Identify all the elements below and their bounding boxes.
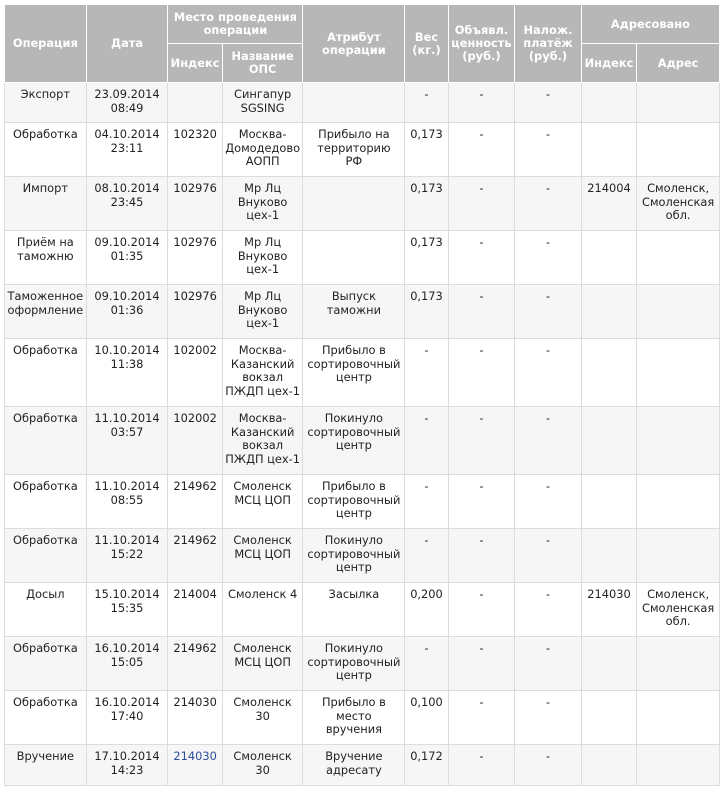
cell-weight: 0,173 [405,231,448,285]
cell-declared-value: - [448,407,515,475]
cell-weight: 0,173 [405,285,448,339]
cell-attribute [303,177,405,231]
cell-date: 09.10.2014 01:35 [86,231,168,285]
table-row [5,637,720,691]
cell-operation: Обработка [5,529,87,583]
cell-place-index: 102976 [168,231,222,285]
cell-cod: - [515,691,582,745]
cell-addr-index [581,475,636,529]
table-row [5,745,720,786]
cell-place-index: 214030 [168,691,222,745]
cell-addr-address [637,745,720,786]
cell-operation: Обработка [5,407,87,475]
cell-addr-address [637,529,720,583]
cell-addr-index [581,745,636,786]
cell-addr-address [637,407,720,475]
cell-operation: Вручение [5,745,87,786]
cell-place-name: Москва- Казанский вокзал ПЖДП цех-1 [222,339,303,407]
cell-declared-value: - [448,637,515,691]
cell-weight: - [405,339,448,407]
header-date: Дата [86,5,168,83]
cell-cod: - [515,123,582,177]
header-place-group: Место проведения операции [168,5,303,44]
cell-date: 10.10.2014 11:38 [86,339,168,407]
header-place-index: Индекс [168,44,222,83]
cell-declared-value: - [448,231,515,285]
cell-place-name: Смоленск МСЦ ЦОП [222,475,303,529]
cell-addr-address [637,285,720,339]
cell-date: 09.10.2014 01:36 [86,285,168,339]
cell-operation: Обработка [5,637,87,691]
table-row [5,691,720,745]
cell-attribute: Прибыло в сортировочный центр [303,475,405,529]
cell-weight: 0,100 [405,691,448,745]
cell-declared-value: - [448,177,515,231]
cell-addr-address [637,123,720,177]
header-weight: Вес (кг.) [405,5,448,83]
cell-date: 16.10.2014 15:05 [86,637,168,691]
table-row [5,177,720,231]
cell-attribute: Прибыло в место вручения [303,691,405,745]
cell-place-index: 214962 [168,637,222,691]
cell-operation: Приём на таможню [5,231,87,285]
cell-cod: - [515,407,582,475]
cell-cod: - [515,339,582,407]
cell-addr-index [581,691,636,745]
table-row [5,83,720,123]
cell-addr-index [581,529,636,583]
cell-place-index: 102002 [168,339,222,407]
cell-place-index: 102976 [168,177,222,231]
cell-attribute: Засылка [303,583,405,637]
cell-declared-value: - [448,475,515,529]
tracking-rows [5,83,720,786]
header-addr-index: Индекс [581,44,636,83]
cell-cod: - [515,285,582,339]
cell-addr-index [581,83,636,123]
table-row [5,231,720,285]
cell-attribute: Выпуск таможни [303,285,405,339]
cell-operation: Обработка [5,691,87,745]
cell-place-index: 214004 [168,583,222,637]
cell-place-name: Сингапур SGSING [222,83,303,123]
cell-weight: - [405,475,448,529]
header-declared-value: Объявл. ценность (руб.) [448,5,515,83]
office-index-link[interactable]: 214030 [173,749,217,763]
header-operation: Операция [5,5,87,83]
cell-place-name: Мр Лц Внуково цех-1 [222,231,303,285]
cell-addr-address [637,637,720,691]
cell-weight: - [405,637,448,691]
cell-operation: Обработка [5,123,87,177]
table-row [5,475,720,529]
cell-declared-value: - [448,529,515,583]
table-row [5,529,720,583]
cell-cod: - [515,231,582,285]
cell-place-name: Москва- Казанский вокзал ПЖДП цех-1 [222,407,303,475]
cell-attribute [303,83,405,123]
cell-attribute: Покинуло сортировочный центр [303,529,405,583]
cell-addr-index: 214030 [581,583,636,637]
cell-cod: - [515,475,582,529]
cell-operation: Досыл [5,583,87,637]
cell-date: 17.10.2014 14:23 [86,745,168,786]
cell-date: 16.10.2014 17:40 [86,691,168,745]
cell-declared-value: - [448,123,515,177]
cell-addr-address: Смоленск, Смоленская обл. [637,583,720,637]
cell-attribute: Прибыло на территорию РФ [303,123,405,177]
cell-operation: Обработка [5,339,87,407]
cell-addr-address: Смоленск, Смоленская обл. [637,177,720,231]
cell-place-name: Смоленск 30 [222,745,303,786]
header-attribute: Атрибут операции [303,5,405,83]
cell-cod: - [515,177,582,231]
cell-operation: Таможенное оформление [5,285,87,339]
header-place-name: Название ОПС [222,44,303,83]
cell-weight: 0,200 [405,583,448,637]
cell-place-name: Москва- Домодедово АОПП [222,123,303,177]
cell-attribute: Прибыло в сортировочный центр [303,339,405,407]
cell-attribute: Вручение адресату [303,745,405,786]
cell-operation: Обработка [5,475,87,529]
table-row [5,285,720,339]
cell-addr-address [637,83,720,123]
cell-declared-value: - [448,691,515,745]
cell-place-name: Мр Лц Внуково цех-1 [222,177,303,231]
cell-declared-value: - [448,83,515,123]
cell-attribute: Покинуло сортировочный центр [303,407,405,475]
cell-addr-index [581,285,636,339]
cell-place-index: 102976 [168,285,222,339]
cell-attribute [303,231,405,285]
cell-addr-address [637,475,720,529]
cell-addr-address [637,231,720,285]
cell-weight: 0,173 [405,123,448,177]
cell-addr-index [581,339,636,407]
cell-weight: 0,173 [405,177,448,231]
cell-declared-value: - [448,339,515,407]
table-row [5,407,720,475]
cell-weight: - [405,529,448,583]
table-row [5,583,720,637]
cell-place-name: Смоленск 30 [222,691,303,745]
cell-weight: - [405,83,448,123]
cell-declared-value: - [448,285,515,339]
cell-addr-index [581,407,636,475]
cell-date: 15.10.2014 15:35 [86,583,168,637]
cell-addr-address [637,339,720,407]
cell-date: 04.10.2014 23:11 [86,123,168,177]
cell-place-name: Смоленск МСЦ ЦОП [222,529,303,583]
cell-addr-index: 214004 [581,177,636,231]
cell-attribute: Покинуло сортировочный центр [303,637,405,691]
cell-operation: Импорт [5,177,87,231]
cell-cod: - [515,583,582,637]
header-addressed-group: Адресовано [581,5,719,44]
cell-date: 11.10.2014 03:57 [86,407,168,475]
cell-cod: - [515,637,582,691]
cell-addr-index [581,637,636,691]
cell-place-index: 214962 [168,529,222,583]
cell-place-name: Смоленск 4 [222,583,303,637]
header-addr-address: Адрес [637,44,720,83]
cell-declared-value: - [448,583,515,637]
cell-weight: 0,172 [405,745,448,786]
cell-date: 11.10.2014 08:55 [86,475,168,529]
cell-place-name: Мр Лц Внуково цех-1 [222,285,303,339]
cell-place-name: Смоленск МСЦ ЦОП [222,637,303,691]
header-cod: Налож. платёж (руб.) [515,5,582,83]
cell-date: 08.10.2014 23:45 [86,177,168,231]
cell-place-index [168,745,222,786]
cell-cod: - [515,529,582,583]
cell-place-index: 102320 [168,123,222,177]
table-row [5,123,720,177]
cell-addr-index [581,123,636,177]
cell-date: 23.09.2014 08:49 [86,83,168,123]
cell-place-index [168,83,222,123]
cell-addr-index [581,231,636,285]
cell-weight: - [405,407,448,475]
cell-cod: - [515,83,582,123]
cell-place-index: 102002 [168,407,222,475]
cell-place-index: 214962 [168,475,222,529]
cell-addr-address [637,691,720,745]
table-row [5,339,720,407]
cell-declared-value: - [448,745,515,786]
cell-operation: Экспорт [5,83,87,123]
cell-cod: - [515,745,582,786]
tracking-table [4,4,720,786]
cell-date: 11.10.2014 15:22 [86,529,168,583]
